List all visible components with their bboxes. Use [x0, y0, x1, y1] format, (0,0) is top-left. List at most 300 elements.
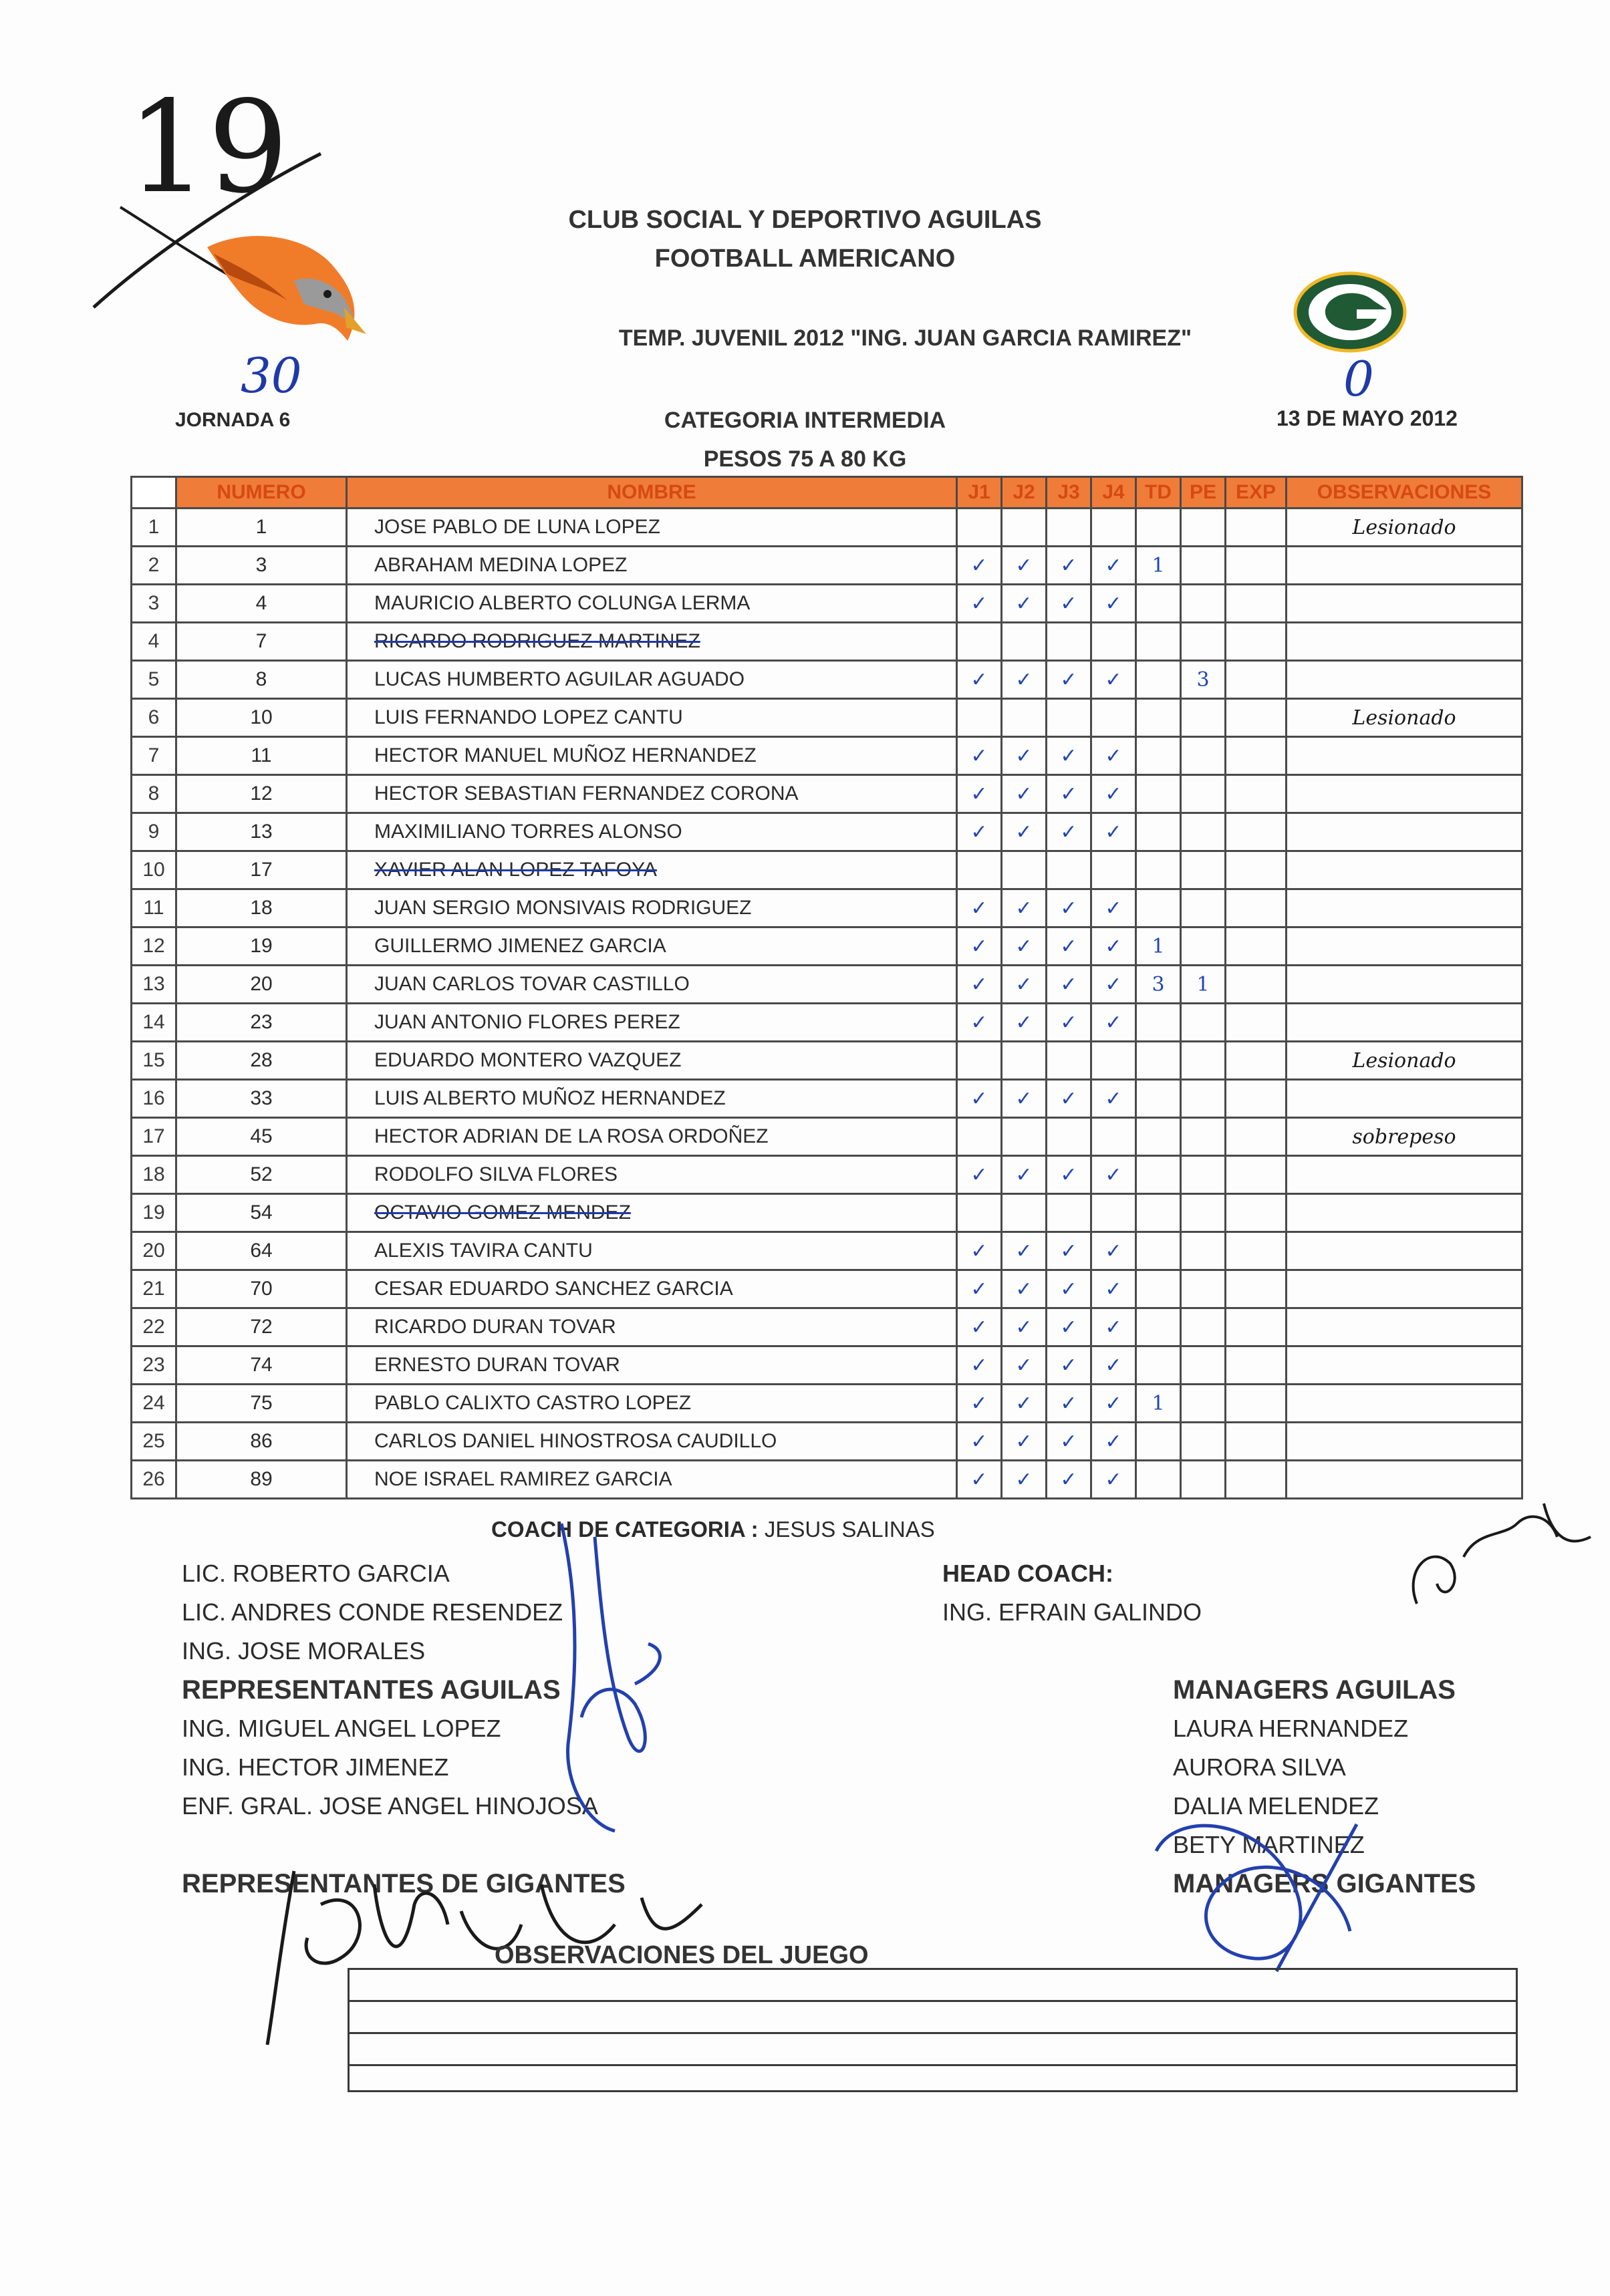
- extra-points: [1181, 1423, 1226, 1461]
- row-index: 26: [132, 1461, 176, 1499]
- extra-points: [1181, 775, 1226, 813]
- player-name: OCTAVIO GOMEZ MENDEZ: [347, 1194, 957, 1232]
- expulsions: [1226, 1346, 1287, 1385]
- touchdowns: [1136, 889, 1181, 927]
- table-header-row: [132, 477, 1522, 509]
- game-2-check: ✓: [1002, 889, 1047, 927]
- observation: [1287, 547, 1522, 585]
- row-index: 24: [132, 1385, 176, 1423]
- player-name: XAVIER ALAN LOPEZ TAFOYA: [347, 851, 957, 889]
- game-1-check: ✓: [957, 966, 1002, 1004]
- game-1-check: [957, 1194, 1002, 1232]
- touchdowns: [1136, 1270, 1181, 1308]
- observation: [1287, 737, 1522, 775]
- row-index: 13: [132, 966, 176, 1004]
- touchdowns: [1136, 585, 1181, 623]
- game-4-check: ✓: [1091, 1385, 1136, 1423]
- game-3-check: ✓: [1047, 1270, 1091, 1308]
- expulsions: [1226, 889, 1287, 927]
- player-number: 7: [176, 623, 347, 661]
- manager-item: LAURA HERNANDEZ: [1173, 1715, 1409, 1742]
- manager-item: AURORA SILVA: [1173, 1753, 1346, 1781]
- expulsions: [1226, 737, 1287, 775]
- player-name: LUCAS HUMBERTO AGUILAR AGUADO: [347, 661, 957, 699]
- extra-points: [1181, 1461, 1226, 1499]
- season-title: TEMP. JUVENIL 2012 "ING. JUAN GARCIA RAMIREZ": [618, 325, 1192, 351]
- game-3-check: ✓: [1047, 661, 1091, 699]
- game-4-check: ✓: [1091, 813, 1136, 851]
- player-number: 8: [176, 661, 347, 699]
- game-1-check: [957, 1042, 1002, 1080]
- player-number: 54: [176, 1194, 347, 1232]
- game-3-check: [1047, 699, 1091, 737]
- game-observations-line[interactable]: [350, 2002, 1516, 2034]
- signature-coach: [535, 1517, 695, 1838]
- game-3-check: ✓: [1047, 1423, 1091, 1461]
- touchdowns: [1136, 1232, 1181, 1270]
- observation: [1287, 1080, 1522, 1118]
- game-1-check: ✓: [957, 1004, 1002, 1042]
- game-4-check: ✓: [1091, 1308, 1136, 1346]
- extra-points: [1181, 1194, 1226, 1232]
- game-2-check: ✓: [1002, 1346, 1047, 1385]
- game-1-check: ✓: [957, 661, 1002, 699]
- game-4-check: [1091, 509, 1136, 547]
- table-row: [132, 547, 1522, 585]
- player-number: 17: [176, 851, 347, 889]
- expulsions: [1226, 775, 1287, 813]
- game-1-check: [957, 509, 1002, 547]
- game-2-check: ✓: [1002, 966, 1047, 1004]
- game-2-check: ✓: [1002, 1156, 1047, 1194]
- game-1-check: [957, 1118, 1002, 1156]
- header-nombre: NOMBRE: [347, 477, 957, 509]
- rep-aguilas-item: ENF. GRAL. JOSE ANGEL HINOJOSA: [182, 1792, 598, 1820]
- touchdowns: [1136, 699, 1181, 737]
- extra-points: [1181, 585, 1226, 623]
- game-4-check: ✓: [1091, 1346, 1136, 1385]
- extra-points: [1181, 623, 1226, 661]
- rep-aguilas-item: ING. HECTOR JIMENEZ: [182, 1753, 449, 1781]
- game-4-check: [1091, 1042, 1136, 1080]
- observation: Lesionado: [1287, 509, 1522, 547]
- game-3-check: ✓: [1047, 1156, 1091, 1194]
- extra-points: [1181, 1232, 1226, 1270]
- table-row: [132, 1270, 1522, 1308]
- table-row: [132, 661, 1522, 699]
- game-2-check: ✓: [1002, 661, 1047, 699]
- expulsions: [1226, 1308, 1287, 1346]
- game-3-check: [1047, 851, 1091, 889]
- observation: [1287, 1194, 1522, 1232]
- extra-points: [1181, 1156, 1226, 1194]
- row-index: 11: [132, 889, 176, 927]
- game-1-check: ✓: [957, 1308, 1002, 1346]
- expulsions: [1226, 1385, 1287, 1423]
- observation: [1287, 1004, 1522, 1042]
- game-observations-line[interactable]: [350, 2066, 1516, 2096]
- game-2-check: ✓: [1002, 813, 1047, 851]
- game-4-check: ✓: [1091, 737, 1136, 775]
- game-4-check: ✓: [1091, 927, 1136, 966]
- weight-class: PESOS 75 A 80 KG: [703, 446, 907, 472]
- game-1-check: ✓: [957, 1385, 1002, 1423]
- player-name: CESAR EDUARDO SANCHEZ GARCIA: [347, 1270, 957, 1308]
- extra-points: [1181, 1270, 1226, 1308]
- extra-points: [1181, 1042, 1226, 1080]
- sport-title: FOOTBALL AMERICANO: [654, 245, 956, 273]
- expulsions: [1226, 927, 1287, 966]
- game-1-check: ✓: [957, 1270, 1002, 1308]
- header-observaciones: OBSERVACIONES: [1287, 477, 1522, 509]
- game-1-check: [957, 699, 1002, 737]
- player-name: JUAN SERGIO MONSIVAIS RODRIGUEZ: [347, 889, 957, 927]
- extra-points: [1181, 1080, 1226, 1118]
- coach-name: JESUS SALINAS: [764, 1517, 935, 1542]
- row-index: 2: [132, 547, 176, 585]
- player-number: 1: [176, 509, 347, 547]
- table-row: [132, 623, 1522, 661]
- player-number: 20: [176, 966, 347, 1004]
- game-2-check: [1002, 851, 1047, 889]
- game-3-check: ✓: [1047, 1004, 1091, 1042]
- row-index: 16: [132, 1080, 176, 1118]
- player-number: 45: [176, 1118, 347, 1156]
- row-index: 10: [132, 851, 176, 889]
- game-3-check: [1047, 1118, 1091, 1156]
- player-name: ABRAHAM MEDINA LOPEZ: [347, 547, 957, 585]
- managers-aguilas-title: MANAGERS AGUILAS: [1173, 1675, 1456, 1705]
- extra-points: [1181, 1346, 1226, 1385]
- player-name: CARLOS DANIEL HINOSTROSA CAUDILLO: [347, 1423, 957, 1461]
- game-3-check: [1047, 509, 1091, 547]
- game-4-check: ✓: [1091, 1080, 1136, 1118]
- touchdowns: 1: [1136, 1385, 1181, 1423]
- touchdowns: [1136, 775, 1181, 813]
- game-4-check: ✓: [1091, 775, 1136, 813]
- table-row: [132, 1080, 1522, 1118]
- game-observations-title: OBSERVACIONES DEL JUEGO: [495, 1941, 869, 1969]
- observation: [1287, 851, 1522, 889]
- game-observations-line[interactable]: [350, 1970, 1516, 2002]
- game-2-check: ✓: [1002, 1461, 1047, 1499]
- manager-item: BETY MARTINEZ: [1173, 1831, 1365, 1858]
- observation: Lesionado: [1287, 1042, 1522, 1080]
- extra-points: [1181, 1385, 1226, 1423]
- touchdowns: [1136, 1194, 1181, 1232]
- player-name: RICARDO DURAN TOVAR: [347, 1308, 957, 1346]
- row-index: 1: [132, 509, 176, 547]
- rep-aguilas-item: ING. MIGUEL ANGEL LOPEZ: [182, 1715, 501, 1742]
- game-3-check: ✓: [1047, 889, 1091, 927]
- table-row: [132, 1156, 1522, 1194]
- game-2-check: [1002, 1194, 1047, 1232]
- touchdowns: [1136, 1346, 1181, 1385]
- player-name: ERNESTO DURAN TOVAR: [347, 1346, 957, 1385]
- header-j1: J1: [957, 477, 1002, 509]
- touchdowns: [1136, 1423, 1181, 1461]
- game-2-check: ✓: [1002, 737, 1047, 775]
- player-name: NOE ISRAEL RAMIREZ GARCIA: [347, 1461, 957, 1499]
- extra-points: 3: [1181, 661, 1226, 699]
- game-2-check: [1002, 623, 1047, 661]
- game-2-check: ✓: [1002, 1423, 1047, 1461]
- staff-item: LIC. ANDRES CONDE RESENDEZ: [182, 1598, 563, 1626]
- touchdowns: [1136, 813, 1181, 851]
- expulsions: [1226, 1461, 1287, 1499]
- extra-points: [1181, 547, 1226, 585]
- extra-points: [1181, 813, 1226, 851]
- observation: [1287, 1346, 1522, 1385]
- expulsions: [1226, 813, 1287, 851]
- game-1-check: ✓: [957, 547, 1002, 585]
- game-3-check: ✓: [1047, 1308, 1091, 1346]
- signature-managers: [1136, 1771, 1417, 1985]
- header-j4: J4: [1091, 477, 1136, 509]
- game-2-check: ✓: [1002, 1080, 1047, 1118]
- expulsions: [1226, 1232, 1287, 1270]
- player-number: 86: [176, 1423, 347, 1461]
- row-index: 15: [132, 1042, 176, 1080]
- touchdowns: [1136, 509, 1181, 547]
- row-index: 3: [132, 585, 176, 623]
- game-observations-box[interactable]: [348, 1968, 1518, 2092]
- game-1-check: [957, 851, 1002, 889]
- row-index: 7: [132, 737, 176, 775]
- table-row: [132, 1004, 1522, 1042]
- player-number: 18: [176, 889, 347, 927]
- row-index: 4: [132, 623, 176, 661]
- row-index: 20: [132, 1232, 176, 1270]
- game-3-check: ✓: [1047, 927, 1091, 966]
- player-number: 3: [176, 547, 347, 585]
- game-4-check: ✓: [1091, 966, 1136, 1004]
- player-name: JUAN ANTONIO FLORES PEREZ: [347, 1004, 957, 1042]
- head-coach-name: ING. EFRAIN GALINDO: [942, 1598, 1202, 1626]
- game-2-check: [1002, 1042, 1047, 1080]
- table-row: [132, 1042, 1522, 1080]
- expulsions: [1226, 1156, 1287, 1194]
- extra-points: [1181, 737, 1226, 775]
- game-4-check: ✓: [1091, 1423, 1136, 1461]
- header-exp: EXP: [1226, 477, 1287, 509]
- player-number: 19: [176, 927, 347, 966]
- row-index: 6: [132, 699, 176, 737]
- touchdowns: [1136, 1118, 1181, 1156]
- game-3-check: [1047, 623, 1091, 661]
- expulsions: [1226, 1080, 1287, 1118]
- game-1-check: ✓: [957, 1461, 1002, 1499]
- player-name: JOSE PABLO DE LUNA LOPEZ: [347, 509, 957, 547]
- expulsions: [1226, 1423, 1287, 1461]
- coach-label: COACH DE CATEGORIA :: [491, 1517, 759, 1542]
- staff-item: LIC. ROBERTO GARCIA: [182, 1560, 450, 1587]
- game-3-check: ✓: [1047, 547, 1091, 585]
- game-2-check: ✓: [1002, 775, 1047, 813]
- game-2-check: ✓: [1002, 585, 1047, 623]
- player-name: JUAN CARLOS TOVAR CASTILLO: [347, 966, 957, 1004]
- table-row: [132, 966, 1522, 1004]
- signature-head-coach: [1390, 1490, 1597, 1630]
- row-index: 25: [132, 1423, 176, 1461]
- expulsions: [1226, 1118, 1287, 1156]
- game-1-check: ✓: [957, 1156, 1002, 1194]
- touchdowns: [1136, 1156, 1181, 1194]
- game-4-check: [1091, 699, 1136, 737]
- table-row: [132, 775, 1522, 813]
- observation: Lesionado: [1287, 699, 1522, 737]
- game-1-check: ✓: [957, 1232, 1002, 1270]
- expulsions: [1226, 1042, 1287, 1080]
- observation: [1287, 813, 1522, 851]
- player-number: 4: [176, 585, 347, 623]
- observation: [1287, 775, 1522, 813]
- row-index: 8: [132, 775, 176, 813]
- player-name: HECTOR ADRIAN DE LA ROSA ORDOÑEZ: [347, 1118, 957, 1156]
- rep-aguilas-title: REPRESENTANTES AGUILAS: [182, 1675, 561, 1705]
- game-4-check: [1091, 851, 1136, 889]
- player-number: 11: [176, 737, 347, 775]
- category-title: CATEGORIA INTERMEDIA: [664, 408, 946, 433]
- player-number: 89: [176, 1461, 347, 1499]
- touchdowns: 3: [1136, 966, 1181, 1004]
- game-4-check: ✓: [1091, 1156, 1136, 1194]
- observation: sobrepeso: [1287, 1118, 1522, 1156]
- expulsions: [1226, 623, 1287, 661]
- observation: [1287, 661, 1522, 699]
- player-number: 64: [176, 1232, 347, 1270]
- touchdowns: 1: [1136, 547, 1181, 585]
- game-2-check: ✓: [1002, 1385, 1047, 1423]
- observation: [1287, 585, 1522, 623]
- game-1-check: ✓: [957, 927, 1002, 966]
- row-index: 5: [132, 661, 176, 699]
- managers-gigantes-title: MANAGERS GIGANTES: [1173, 1869, 1476, 1898]
- game-4-check: ✓: [1091, 1270, 1136, 1308]
- observation: [1287, 1308, 1522, 1346]
- game-4-check: [1091, 1118, 1136, 1156]
- player-number: 12: [176, 775, 347, 813]
- row-index: 22: [132, 1308, 176, 1346]
- touchdowns: 1: [1136, 927, 1181, 966]
- observation: [1287, 1385, 1522, 1423]
- game-4-check: [1091, 623, 1136, 661]
- game-1-check: [957, 623, 1002, 661]
- player-name: MAXIMILIANO TORRES ALONSO: [347, 813, 957, 851]
- game-3-check: ✓: [1047, 1080, 1091, 1118]
- rep-gigantes-title: REPRESENTANTES DE GIGANTES: [182, 1869, 626, 1898]
- player-number: 28: [176, 1042, 347, 1080]
- player-number: 74: [176, 1346, 347, 1385]
- game-1-check: ✓: [957, 813, 1002, 851]
- game-4-check: ✓: [1091, 661, 1136, 699]
- table-row: [132, 1385, 1522, 1423]
- game-3-check: ✓: [1047, 737, 1091, 775]
- game-4-check: ✓: [1091, 1461, 1136, 1499]
- expulsions: [1226, 1194, 1287, 1232]
- game-4-check: [1091, 1194, 1136, 1232]
- table-row: [132, 509, 1522, 547]
- expulsions: [1226, 851, 1287, 889]
- head-coach-label: HEAD COACH:: [942, 1560, 1113, 1587]
- row-index: 18: [132, 1156, 176, 1194]
- header-td: TD: [1136, 477, 1181, 509]
- table-row: [132, 813, 1522, 851]
- player-number: 33: [176, 1080, 347, 1118]
- game-2-check: ✓: [1002, 1004, 1047, 1042]
- table-row: [132, 737, 1522, 775]
- game-3-check: ✓: [1047, 966, 1091, 1004]
- game-3-check: ✓: [1047, 1232, 1091, 1270]
- extra-points: 1: [1181, 966, 1226, 1004]
- expulsions: [1226, 661, 1287, 699]
- roster-table: [130, 476, 1523, 1499]
- row-index: 23: [132, 1346, 176, 1385]
- score-away: 0: [1343, 351, 1374, 407]
- game-1-check: ✓: [957, 775, 1002, 813]
- player-name: LUIS ALBERTO MUÑOZ HERNANDEZ: [347, 1080, 957, 1118]
- expulsions: [1226, 1004, 1287, 1042]
- extra-points: [1181, 889, 1226, 927]
- game-1-check: ✓: [957, 889, 1002, 927]
- game-2-check: ✓: [1002, 927, 1047, 966]
- player-number: 75: [176, 1385, 347, 1423]
- game-2-check: ✓: [1002, 1308, 1047, 1346]
- game-3-check: ✓: [1047, 1461, 1091, 1499]
- club-title: CLUB SOCIAL Y DEPORTIVO AGUILAS: [568, 206, 1042, 234]
- expulsions: [1226, 585, 1287, 623]
- player-number: 10: [176, 699, 347, 737]
- player-number: 70: [176, 1270, 347, 1308]
- player-number: 23: [176, 1004, 347, 1042]
- touchdowns: [1136, 1080, 1181, 1118]
- game-4-check: ✓: [1091, 889, 1136, 927]
- game-4-check: ✓: [1091, 585, 1136, 623]
- observation: [1287, 1270, 1522, 1308]
- handwritten-sheet-number: 19: [127, 74, 289, 221]
- head-coach: [942, 1554, 1202, 1632]
- extra-points: [1181, 509, 1226, 547]
- game-2-check: [1002, 1118, 1047, 1156]
- game-2-check: ✓: [1002, 547, 1047, 585]
- table-row: [132, 889, 1522, 927]
- player-name: MAURICIO ALBERTO COLUNGA LERMA: [347, 585, 957, 623]
- player-name: EDUARDO MONTERO VAZQUEZ: [347, 1042, 957, 1080]
- game-2-check: ✓: [1002, 1270, 1047, 1308]
- header-numero: NUMERO: [176, 477, 347, 509]
- game-2-check: ✓: [1002, 1232, 1047, 1270]
- row-index: 17: [132, 1118, 176, 1156]
- touchdowns: [1136, 623, 1181, 661]
- player-name: RICARDO RODRIGUEZ MARTINEZ: [347, 623, 957, 661]
- header-pe: PE: [1181, 477, 1226, 509]
- extra-points: [1181, 1118, 1226, 1156]
- player-name: GUILLERMO JIMENEZ GARCIA: [347, 927, 957, 966]
- game-4-check: ✓: [1091, 547, 1136, 585]
- game-3-check: ✓: [1047, 775, 1091, 813]
- table-row: [132, 927, 1522, 966]
- table-row: [132, 699, 1522, 737]
- table-row: [132, 1194, 1522, 1232]
- game-observations-line[interactable]: [350, 2034, 1516, 2066]
- observation: [1287, 927, 1522, 966]
- touchdowns: [1136, 1004, 1181, 1042]
- touchdowns: [1136, 1461, 1181, 1499]
- player-number: 52: [176, 1156, 347, 1194]
- game-3-check: [1047, 1042, 1091, 1080]
- observation: [1287, 966, 1522, 1004]
- extra-points: [1181, 851, 1226, 889]
